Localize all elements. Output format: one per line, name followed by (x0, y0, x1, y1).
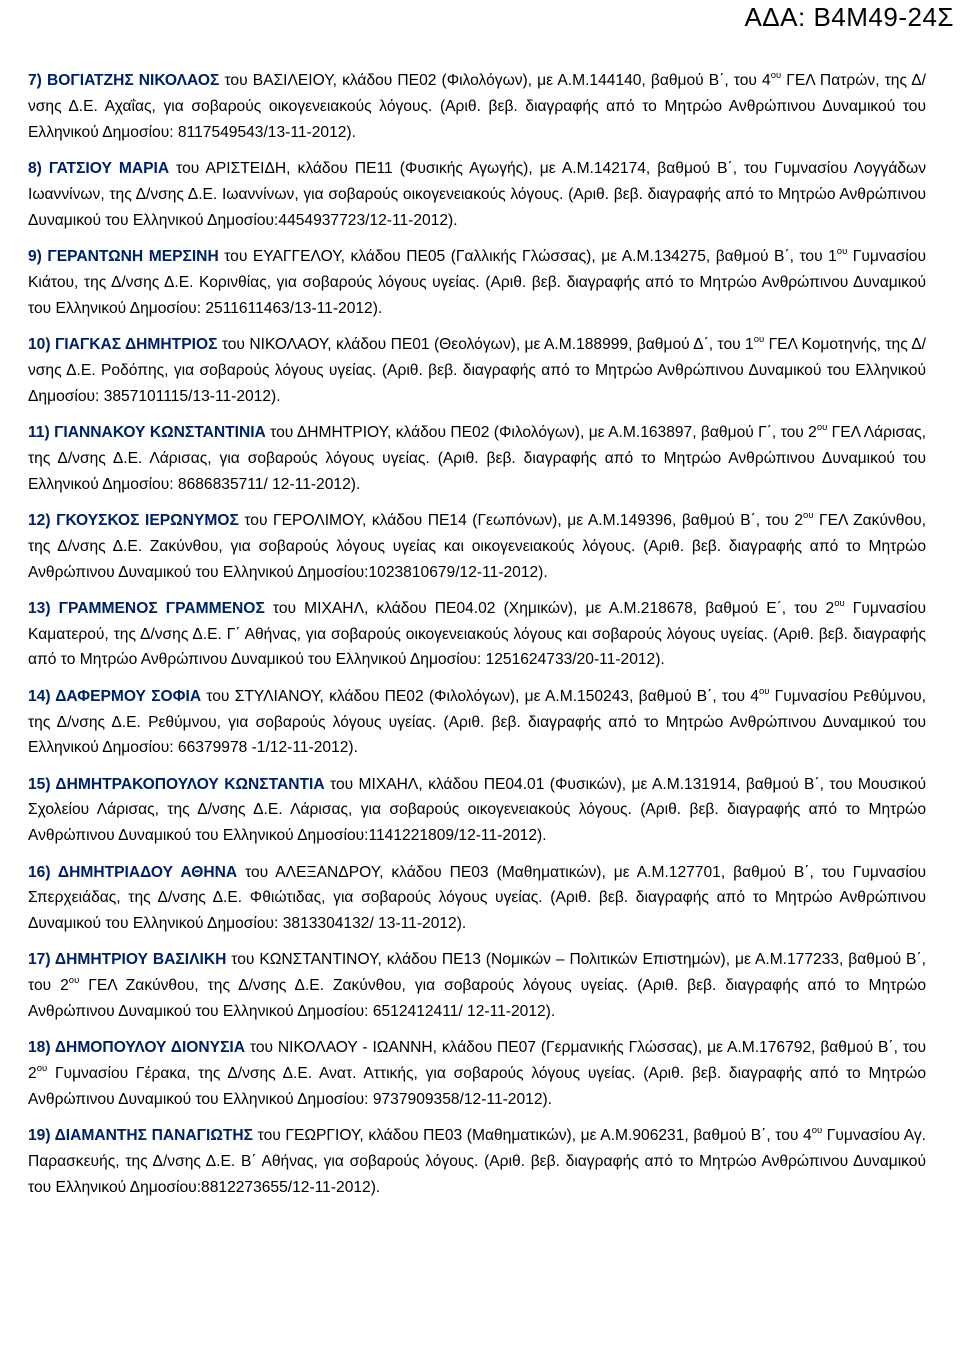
item-text-continued: Γυμνασίου Καματερού, της Δ/νσης Δ.Ε. Γ΄ Αθήνας, για σοβαρούς οικογενειακούς λόγους και σοβαρούς λόγους υγείας. (Αριθ. βεβ. διαγραφής από το Μητρώο Ανθρώπινου Δυναμικού του Ελληνικού Δημοσίου: 1251624733/20-11-2012). (28, 599, 926, 669)
item-text-continued: Γυμνασίου Ρεθύμνου, της Δ/νσης Δ.Ε. Ρεθύμνου, για σοβαρούς λόγους υγείας. (Αριθ. βεβ. διαγραφής από το Μητρώο Ανθρώπινου Δυναμικού του Ελληνικού Δημοσίου: 66379978 -1/12-11-2012). (28, 687, 926, 757)
person-name: ΔΙΑΜΑΝΤΗΣ ΠΑΝΑΓΙΩΤΗΣ (54, 1127, 254, 1145)
list-item (28, 596, 926, 673)
item-text-continued: ΓΕΛ Λάρισας, της Δ/νσης Δ.Ε. Λάρισας, για σοβαρούς λόγους υγείας. (Αριθ. βεβ. διαγραφής από το Μητρώο Ανθρώπινου Δυναμικού του Ελληνικού Δημοσίου: 8686835711/ 12-11-2012). (28, 424, 926, 493)
list-item (28, 156, 926, 233)
item-text-continued: ΓΕΛ Ζακύνθου, της Δ/νσης Δ.Ε. Ζακύνθου, για σοβαρούς λόγους υγείας. (Αριθ. βεβ. διαγραφής από το Μητρώο Ανθρώπινου Δυναμικού του Ελληνικού Δημοσίου: 6512412411/ 12-11-2012). (28, 977, 926, 1020)
item-number: 11) (28, 424, 50, 442)
list-item (28, 508, 926, 585)
list-item (28, 332, 926, 409)
item-text: του ΑΡΙΣΤΕΙΔΗ, κλάδου ΠΕ11 (Φυσικής Αγωγής), με Α.Μ.142174, βαθμού Β΄, του Γυμνασίου Λογγάδων Ιωαννίνων, της Δ/νσης Δ.Ε. Ιωαννίνων, για σοβαρούς οικογενειακούς λόγους. (Αριθ. βεβ. διαγραφής από το Μητρώο Ανθρώπινου Δυναμικού του Ελληνικού Δημοσίου:4454937723/12-11-2012). (28, 160, 926, 229)
ordinal-suffix: ου (753, 334, 765, 346)
item-text-continued: ΓΕΛ Πατρών, της Δ/νσης Δ.Ε. Αχαΐας, για σοβαρούς οικογενειακούς λόγους. (Αριθ. βεβ. διαγραφής από το Μητρώο Ανθρώπινου Δυναμικού του Ελληνικού Δημοσίου: 8117549543/13-11-2012). (28, 72, 926, 141)
item-number: 7) (28, 72, 42, 89)
list-item (28, 947, 926, 1024)
person-name: ΓΑΤΣΙΟΥ ΜΑΡΙΑ (48, 160, 170, 178)
ordinal-suffix: ου (758, 685, 770, 697)
item-text: του ΓΕΩΡΓΙΟΥ, κλάδου ΠΕ03 (Μαθηματικών), με Α.Μ.906231, βαθμού Β΄, του 4 (253, 1127, 812, 1145)
list-item (28, 68, 926, 145)
item-number: 10) (28, 336, 51, 354)
item-text-continued: ΓΕΛ Ζακύνθου, της Δ/νσης Δ.Ε. Ζακύνθου, για σοβαρούς λόγους υγείας και οικογενειακούς λόγους. (Αριθ. βεβ. διαγραφής από το Μητρώο Ανθρώπινου Δυναμικού του Ελληνικού Δημοσίου:1023810679/12-11-2012). (28, 511, 927, 581)
item-text: του ΕΥΑΓΓΕΛΟΥ, κλάδου ΠΕ05 (Γαλλικής Γλώσσας), με Α.Μ.134275, βαθμού Β΄, του 1 (218, 248, 837, 266)
person-name: ΔΗΜΗΤΡΑΚΟΠΟΥΛΟΥ ΚΩΝΣΤΑΝΤΙΑ (55, 775, 325, 793)
item-number: 9) (28, 248, 42, 266)
item-number: 15) (28, 775, 51, 793)
item-number: 17) (28, 951, 51, 969)
item-text-continued: Γυμνασίου Γέρακα, της Δ/νσης Δ.Ε. Ανατ. Αττικής, για σοβαρούς λόγους υγείας. (Αριθ. βεβ. διαγραφής από το Μητρώο Ανθρώπινου Δυναμικού του Ελληνικού Δημοσίου: 9737909358/12-11-2012). (28, 1065, 926, 1108)
item-text: του ΓΕΡΟΛΙΜΟΥ, κλάδου ΠΕ14 (Γεωπόνων), με Α.Μ.149396, βαθμού Β΄, του 2 (238, 511, 804, 529)
person-name: ΔΗΜΟΠΟΥΛΟΥ ΔΙΟΝΥΣΙΑ (54, 1039, 246, 1057)
list-item (28, 244, 926, 321)
item-number: 8) (28, 160, 42, 178)
item-text: του ΝΙΚΟΛΑΟΥ - ΙΩΑΝΝΗ, κλάδου ΠΕ07 (Γερμανικής Γλώσσας), με Α.Μ.176792, βαθμού Β΄, του 2 (28, 1039, 926, 1083)
item-number: 16) (28, 863, 51, 881)
ordinal-suffix: ου (811, 1125, 823, 1137)
item-text: του ΣΤΥΛΙΑΝΟΥ, κλάδου ΠΕ02 (Φιλολόγων), με Α.Μ.150243, βαθμού Β΄, του 4 (201, 687, 759, 705)
person-name: ΓΕΡΑΝΤΩΝΗ ΜΕΡΣΙΝΗ (47, 248, 219, 266)
person-name: ΔΑΦΕΡΜΟΥ ΣΟΦΙΑ (55, 687, 202, 705)
item-number: 19) (28, 1127, 51, 1145)
item-number: 18) (28, 1039, 51, 1057)
list-item (28, 860, 926, 937)
ada-code: ΑΔΑ: Β4Μ49-24Σ (744, 2, 954, 32)
item-number: 12) (28, 511, 51, 529)
item-text-continued: Γυμνασίου Κιάτου, της Δ/νσης Δ.Ε. Κορινθίας, για σοβαρούς λόγους υγείας. (Αριθ. βεβ. διαγραφής από το Μητρώο Ανθρώπινου Δυναμικού του Ελληνικού Δημοσίου: 2511611463/13-11-2012). (28, 248, 926, 317)
ordinal-suffix: ου (834, 597, 845, 609)
item-number: 14) (28, 687, 51, 705)
person-name: ΓΡΑΜΜΕΝΟΣ ΓΡΑΜΜΕΝΟΣ (58, 599, 265, 617)
person-name: ΒΟΓΙΑΤΖΗΣ ΝΙΚΟΛΑΟΣ (46, 72, 220, 89)
person-name: ΓΙΑΝΝΑΚΟΥ ΚΩΝΣΤΑΝΤΙΝΙΑ (54, 424, 266, 442)
list-item (28, 684, 926, 761)
item-text: του ΜΙΧΑΗΛ, κλάδου ΠΕ04.01 (Φυσικών), με Α.Μ.131914, βαθμού Β΄, του Μουσικού Σχολείου Λάρισας, της Δ/νσης Δ.Ε. Λάρισας, για σοβαρούς οικογενειακούς λόγους. (Αριθ. βεβ. διαγραφής από το Μητρώο Ανθρώπινου Δυναμικού του Ελληνικού Δημοσίου:1141221809/12-11-2012). (28, 775, 926, 845)
ordinal-suffix: ου (836, 246, 848, 258)
person-name: ΔΗΜΗΤΡΙΟΥ ΒΑΣΙΛΙΚΗ (54, 951, 227, 969)
person-name: ΔΗΜΗΤΡΙΑΔΟΥ ΑΘΗΝΑ (57, 863, 238, 881)
item-text: του ΚΩΝΣΤΑΝΤΙΝΟΥ, κλάδου ΠΕ13 (Νομικών – Πολιτικών Επιστημών), με Α.Μ.177233, βαθμού Β΄, του 2 (28, 951, 926, 995)
document-body (28, 68, 926, 1211)
person-name: ΓΙΑΓΚΑΣ ΔΗΜΗΤΡΙΟΣ (54, 336, 218, 354)
list-item (28, 1123, 926, 1200)
ordinal-suffix: ου (68, 975, 80, 987)
item-text-continued: ΓΕΛ Κομοτηνής, της Δ/νσης Δ.Ε. Ροδόπης, για σοβαρούς λόγους υγείας. (Αριθ. βεβ. διαγραφής από το Μητρώο Ανθρώπινου Δυναμικού του Ελληνικού Δημοσίου: 3857101115/13-11-2012). (28, 336, 926, 405)
item-text: του ΒΑΣΙΛΕΙΟΥ, κλάδου ΠΕ02 (Φιλολόγων), με Α.Μ.144140, βαθμού Β΄, του 4 (219, 72, 771, 89)
item-text: του ΝΙΚΟΛΑΟΥ, κλάδου ΠΕ01 (Θεολόγων), με Α.Μ.188999, βαθμού Δ΄, του 1 (217, 336, 754, 354)
item-number: 13) (28, 599, 51, 617)
list-item (28, 420, 926, 497)
ordinal-suffix: ου (36, 1063, 48, 1075)
ordinal-suffix: ου (816, 422, 828, 434)
ordinal-suffix: ου (803, 509, 814, 521)
list-item (28, 772, 926, 849)
item-text: του ΑΛΕΞΑΝΔΡΟΥ, κλάδου ΠΕ03 (Μαθηματικών), με Α.Μ.127701, βαθμού Β΄, του Γυμνασίου Σπερχειάδας, της Δ/νσης Δ.Ε. Φθιώτιδας, για σοβαρούς λόγους υγείας. (Αριθ. βεβ. διαγραφής από το Μητρώο Ανθρώπινου Δυναμικού του Ελληνικού Δημοσίου: 3813304132/ 13-11-2012). (28, 863, 926, 933)
list-item (28, 1035, 926, 1112)
person-name: ΓΚΟΥΣΚΟΣ ΙΕΡΩΝΥΜΟΣ (56, 511, 239, 529)
item-text-continued: Γυμνασίου Αγ. Παρασκευής, της Δ/νσης Δ.Ε. Β΄ Αθήνας, για σοβαρούς λόγους. (Αριθ. βεβ. διαγραφής από το Μητρώο Ανθρώπινου Δυναμικού του Ελληνικού Δημοσίου:8812273655/12-11-2012). (28, 1127, 926, 1196)
ordinal-suffix: ου (770, 70, 782, 81)
item-text: του ΜΙΧΑΗΛ, κλάδου ΠΕ04.02 (Χημικών), με Α.Μ.218678, βαθμού Ε΄, του 2 (264, 599, 835, 617)
item-text: του ΔΗΜΗΤΡΙΟΥ, κλάδου ΠΕ02 (Φιλολόγων), με Α.Μ.163897, βαθμού Γ΄, του 2 (265, 424, 817, 442)
